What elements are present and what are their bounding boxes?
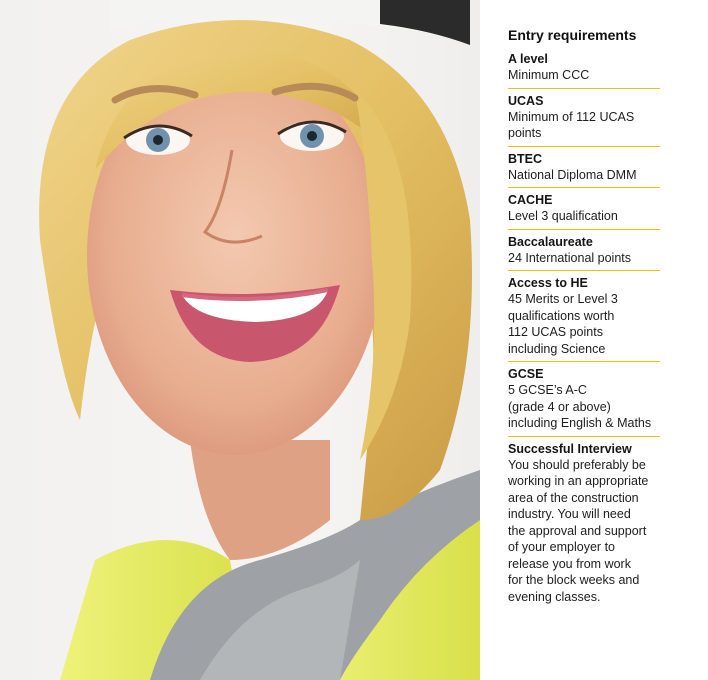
requirement-value: 45 Merits or Level 3 qualifications worth 112 UCAS points including Science — [508, 292, 618, 356]
requirement-label: CACHE — [508, 193, 553, 207]
requirement-label: Baccalaureate — [508, 234, 593, 249]
requirement-label: Successful Interview — [508, 441, 632, 456]
requirement-value: 24 International points — [508, 250, 632, 265]
entry-requirements-panel — [508, 26, 660, 614]
requirement-label: BTEC — [508, 151, 543, 166]
requirement-cache — [508, 193, 660, 230]
requirement-label: UCAS — [508, 93, 544, 108]
requirement-interview — [508, 442, 660, 610]
requirement-baccalaureate — [508, 235, 660, 272]
requirement-access-to-he — [508, 276, 660, 362]
requirement-label: Access to HE — [508, 276, 588, 290]
requirement-value: Level 3 qualification — [508, 209, 618, 223]
section-heading: Entry requirements — [508, 27, 637, 43]
requirement-value: Minimum CCC — [508, 68, 590, 82]
requirement-a-level — [508, 52, 660, 89]
requirement-btec — [508, 152, 660, 189]
requirement-gcse — [508, 367, 660, 437]
requirement-label: A level — [508, 52, 548, 66]
requirement-label: GCSE — [508, 367, 544, 381]
requirement-value: 5 GCSE’s A-C (grade 4 or above) including English & Maths — [508, 383, 652, 430]
requirement-value: National Diploma DMM — [508, 167, 637, 182]
requirement-value: You should preferably be working in an appropriate area of the construction industry. You will need the approval and support of your employer to release you from work for the block weeks and evening classes. — [508, 457, 649, 604]
requirement-ucas — [508, 94, 660, 147]
requirement-value: Minimum of 112 UCAS points — [508, 109, 635, 140]
